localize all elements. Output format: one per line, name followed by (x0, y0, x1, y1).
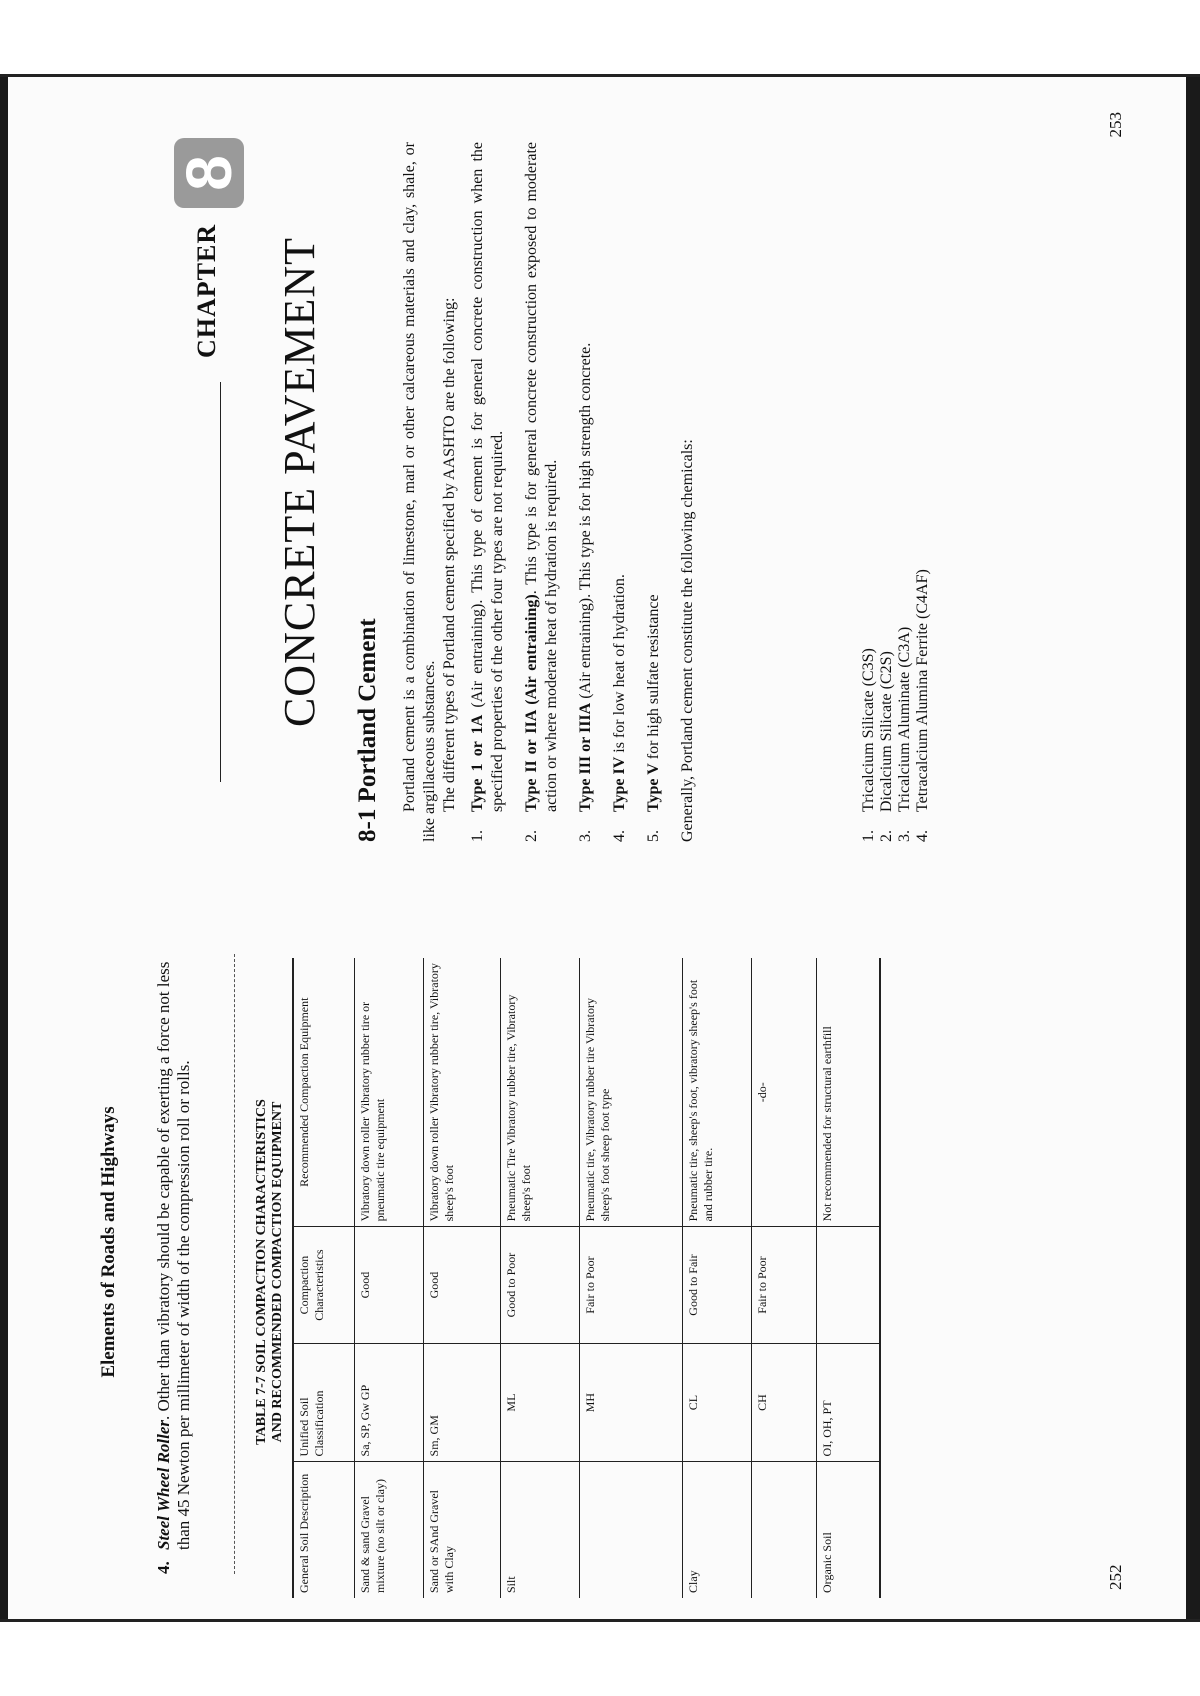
cell-classification: CL (683, 1343, 752, 1462)
cell-description: Clay (683, 1462, 752, 1598)
item-number: 4. (154, 1561, 173, 1574)
cement-types-list (468, 142, 664, 842)
cell-compaction: Fair to Poor (752, 1227, 817, 1343)
chapter-title: CONCRETE PAVEMENT (275, 236, 324, 728)
chapter-label: CHAPTER (192, 223, 221, 358)
body-text (400, 142, 698, 842)
right-page (24, 102, 1164, 862)
paragraph-2: The different types of Portland cement specified by AASHTO are the following: (441, 297, 458, 812)
table-title-line-1: TABLE 7-7 SOIL COMPACTION CHARACTERISTICS (254, 1099, 269, 1445)
cell-description (580, 1462, 683, 1598)
cell-equipment: Vibratory down roller Vibratory rubber tire, Vibratory sheep's foot (424, 958, 501, 1227)
chapter-number-badge: 8 (174, 138, 244, 208)
cell-classification: Sm, GM (424, 1343, 501, 1462)
type-text: (Air entraining). This type is for high strength concrete. (577, 342, 594, 703)
cell-compaction: Fair to Poor (580, 1227, 683, 1343)
list-number: 4. (914, 830, 931, 842)
table-row (580, 958, 683, 1598)
cell-description: Sand & sand Gravel mixture (no silt or clay) (355, 1462, 424, 1598)
list-item (860, 142, 878, 842)
list-item (878, 142, 896, 842)
page-number-left: 252 (1106, 1564, 1125, 1590)
cell-compaction: Good (424, 1227, 501, 1343)
section-heading: 8-1 Portland Cement (354, 618, 381, 842)
cell-classification: Sa, SP, Gw GP (355, 1343, 424, 1462)
chapter-rule (220, 382, 221, 782)
list-item (610, 142, 630, 842)
dashed-rule (234, 954, 235, 1574)
table-row (683, 958, 752, 1598)
item-body: . Other than vibratory should be capable of exerting a force not less than 45 Newton per millimeter of width of the compression roll or rolls. (154, 961, 193, 1550)
table-row (355, 958, 424, 1598)
cell-equipment: -do- (752, 958, 817, 1227)
list-item (576, 142, 596, 842)
type-label: Type 1 or 1A (469, 714, 486, 812)
chemicals-list (860, 142, 932, 842)
cell-classification: ML (501, 1343, 580, 1462)
list-number: 3. (577, 830, 594, 842)
type-label: Type V (645, 763, 662, 812)
list-number: 2. (523, 830, 540, 842)
table-row (752, 958, 817, 1598)
cell-compaction: Good to Fair (683, 1227, 752, 1343)
chemical-name: Dicalcium Silicate (C2S) (878, 651, 895, 812)
cell-equipment: Vibratory down roller Vibratory rubber tire or pneumatic tire equipment (355, 958, 424, 1227)
cell-description: Sand or SAnd Gravel with Clay (424, 1462, 501, 1598)
chemical-name: Tetracalcium Alumina Ferrite (C4AF) (914, 569, 931, 812)
page-number-right: 253 (1106, 112, 1125, 138)
left-page (24, 872, 1164, 1612)
cell-compaction: Good (355, 1227, 424, 1343)
paragraph-1: Portland cement is a combination of limestone, marl or other calcareous materials and clay, shale, or like argillaceous substances. (401, 142, 438, 842)
cell-compaction (817, 1227, 881, 1343)
table-header-row (293, 958, 355, 1598)
scan-border-bottom (0, 1619, 1200, 1622)
type-text: is for low heat of hydration. (611, 574, 628, 757)
table-title (254, 992, 286, 1552)
list-item (914, 142, 932, 842)
type-label: Type IV (611, 756, 628, 812)
list-number: 2. (878, 830, 895, 842)
item-text (154, 934, 194, 1550)
table-row (424, 958, 501, 1598)
cell-equipment: Not recommended for structural earthfill (817, 958, 881, 1227)
list-number: 1. (469, 830, 486, 842)
cell-classification: CH (752, 1343, 817, 1462)
soil-compaction-table (292, 958, 881, 1598)
steel-wheel-roller-item (154, 934, 194, 1574)
cell-compaction: Good to Poor (501, 1227, 580, 1343)
cell-equipment: Pneumatic Tire Vibratory rubber tire, Vibratory sheep's foot (501, 958, 580, 1227)
scan-border-left (0, 74, 8, 1622)
scan-border-top (0, 74, 1200, 77)
header-general-soil: General Soil Description (293, 1462, 355, 1598)
chemical-name: Tricalcium Aluminate (C3A) (896, 626, 913, 812)
cell-description (752, 1462, 817, 1598)
scan-border-right (1186, 74, 1200, 1622)
list-number: 1. (860, 830, 877, 842)
table-row (817, 958, 881, 1598)
cell-description: Silt (501, 1462, 580, 1598)
list-number: 3. (896, 830, 913, 842)
cell-description: Organic Soil (817, 1462, 881, 1598)
type-label: Type II or IIA (Air entraining) (523, 594, 540, 812)
list-number: 4. (611, 830, 628, 842)
item-title: Steel Wheel Roller (154, 1419, 173, 1550)
header-compaction: Compaction Characteristics (293, 1227, 355, 1343)
type-text: . This type is for general concrete construction exposed to moderate action or where moderate heat of hydration is required. (523, 141, 560, 812)
header-unified-soil: Unified Soil Classification (293, 1343, 355, 1462)
rotated-book-spread (24, 92, 1164, 1612)
cell-classification: MH (580, 1343, 683, 1462)
cell-classification: OI, OH, PT (817, 1343, 881, 1462)
list-number: 5. (645, 830, 662, 842)
table-title-line-2: AND RECOMMENDED COMPACTION EQUIPMENT (270, 1101, 285, 1443)
list-item (522, 142, 562, 842)
header-equipment: Recommended Compaction Equipment (293, 958, 355, 1227)
paragraph-general: Generally, Portland cement constitute the following chemicals: (679, 439, 696, 842)
list-item (896, 142, 914, 842)
chapter-heading (174, 92, 254, 782)
cell-equipment: Pneumatic tire, sheep's foot, vibratory sheep's foot and rubber tire. (683, 958, 752, 1227)
cell-equipment: Pneumatic tire, Vibratory rubber tire Vibratory sheep's foot sheep foot type (580, 958, 683, 1227)
type-text: for high sulfate resistance (645, 594, 662, 764)
type-label: Type III or IIIA (577, 702, 594, 812)
list-item (468, 142, 508, 842)
chemical-name: Tricalcium Silicate (C3S) (860, 648, 877, 812)
table-row (501, 958, 580, 1598)
list-item (644, 142, 664, 842)
running-head: Elements of Roads and Highways (98, 1106, 119, 1378)
type-text: (Air entraining). This type of cement is for general concrete construction when the specified properties of the other four types are not required. (469, 142, 506, 812)
